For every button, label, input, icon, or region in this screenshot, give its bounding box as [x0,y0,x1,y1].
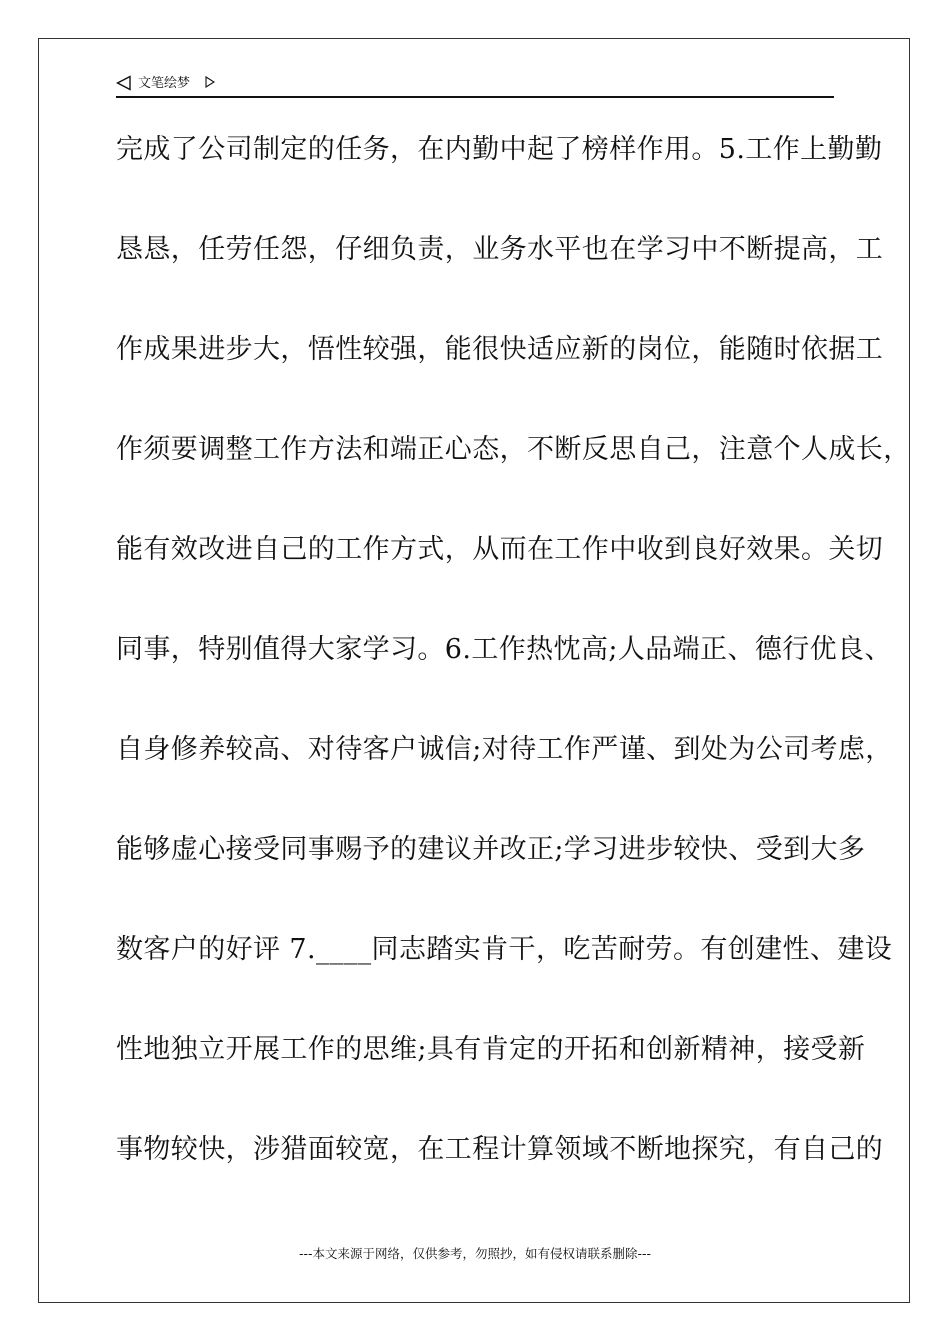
body-line: 恳恳，任劳任怨，仔细负责，业务水平也在学习中不断提高，工 [116,234,884,265]
triangle-right-icon [205,76,215,88]
body-line: 能有效改进自己的工作方式，从而在工作中收到良好效果。关切 [116,534,884,565]
body-line: 数客户的好评 7.____同志踏实肯干，吃苦耐劳。有创建性、建设 [116,934,893,965]
body-line: 作须要调整工作方法和端正心态，不断反思自己，注意个人成长， [116,434,911,465]
body-line: 完成了公司制定的任务，在内勤中起了榜样作用。5.工作上勤勤 [116,134,883,165]
body-line: 自身修养较高、对待客户诚信;对待工作严谨、到处为公司考虑， [116,734,893,765]
brand-name: 文笔绘梦 [138,76,191,91]
footer-disclaimer: ---本文来源于网络，仅供参考，勿照抄，如有侵权请联系删除--- [298,1246,652,1261]
triangle-left-icon [116,75,132,91]
page-header [116,72,834,98]
body-line: 能够虚心接受同事赐予的建议并改正;学习进步较快、受到大多 [116,834,866,865]
page-border [38,38,910,1303]
body-line: 同事，特别值得大家学习。6.工作热忱高;人品端正、德行优良、 [116,634,892,665]
body-line: 作成果进步大，悟性较强，能很快适应新的岗位，能随时依据工 [116,334,884,365]
body-line: 性地独立开展工作的思维;具有肯定的开拓和创新精神，接受新 [116,1034,866,1065]
body-line: 事物较快，涉猎面较宽，在工程计算领域不断地探究，有自己的 [116,1134,884,1165]
